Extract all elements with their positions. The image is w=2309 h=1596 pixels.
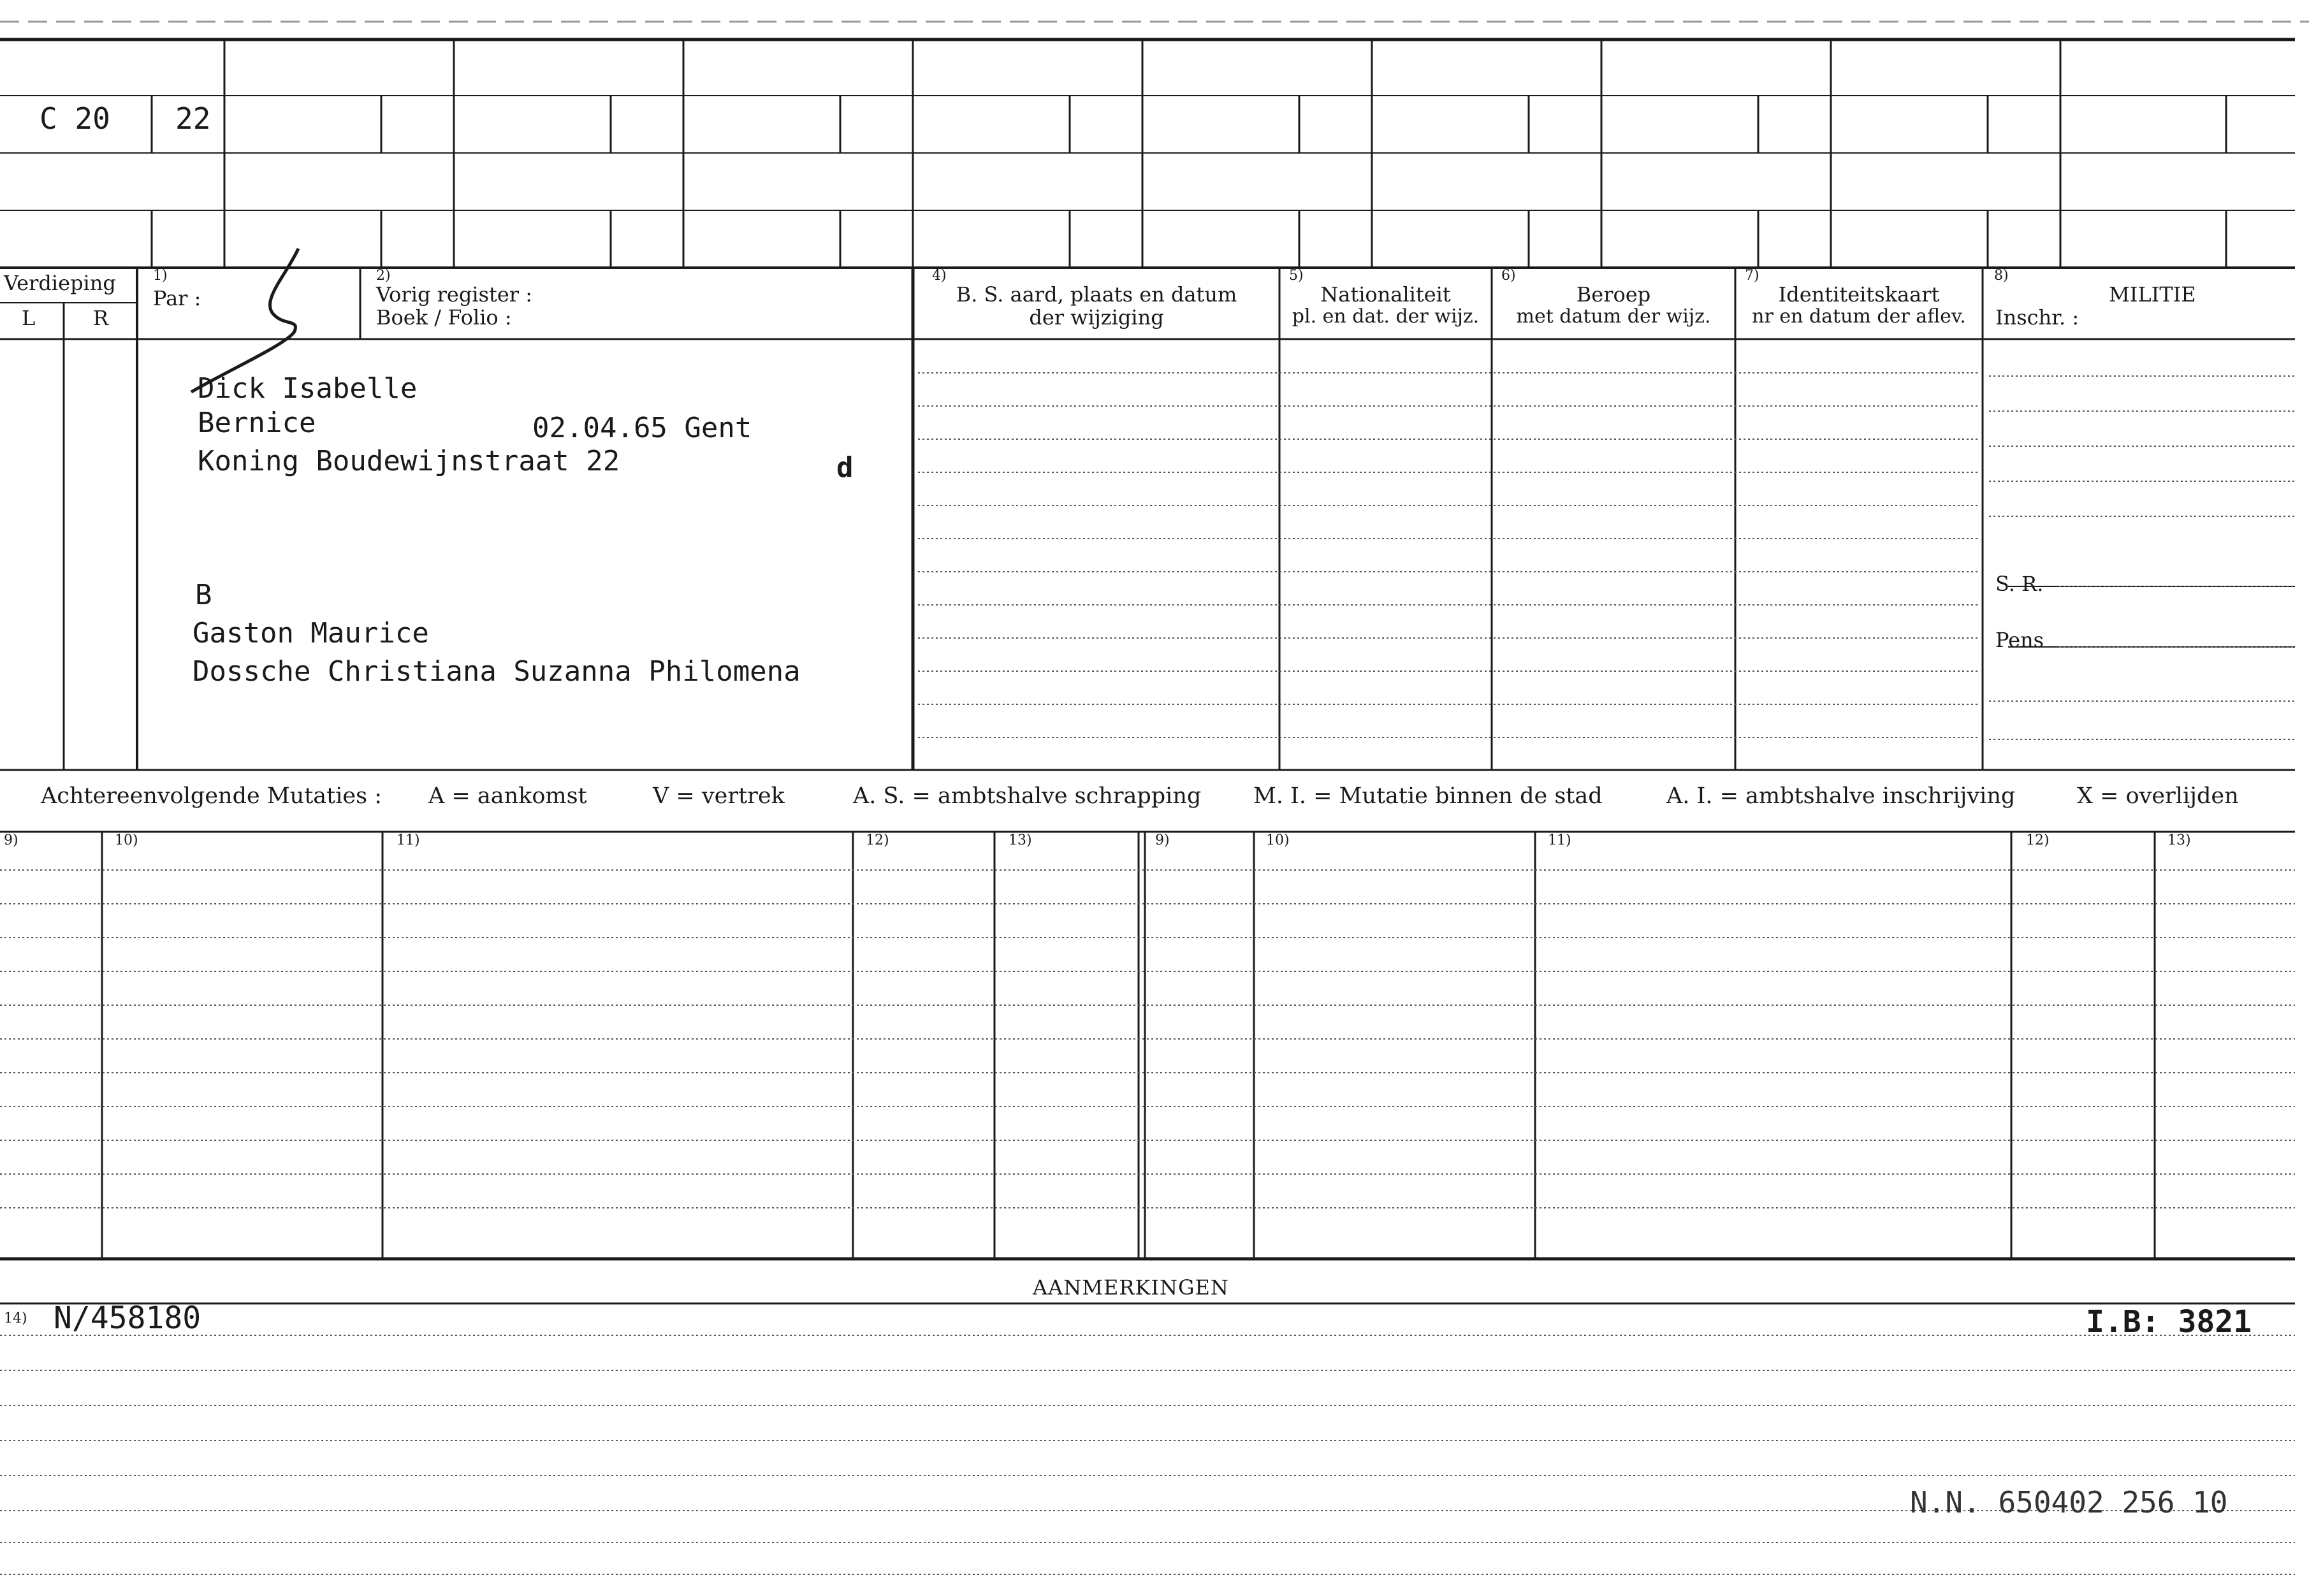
legend-aankomst: A = aankomst	[428, 783, 587, 809]
field-2-number: 2)	[376, 268, 391, 284]
register-code: C 20	[40, 101, 110, 136]
bs-header-line2: der wijziging	[1029, 305, 1164, 330]
mutation-col-10: 10)	[1266, 832, 1290, 848]
militie-title: MILITIE	[2109, 282, 2196, 307]
mutation-col-9: 9)	[4, 832, 18, 848]
verdieping-right-label: R	[93, 306, 109, 330]
identiteitskaart-header-line1: Identiteitskaart	[1778, 282, 1940, 307]
field-6-number: 6)	[1501, 268, 1516, 284]
nationaliteit-header-line1: Nationaliteit	[1320, 282, 1451, 307]
legend-schrapping: A. S. = ambtshalve schrapping	[853, 783, 1202, 809]
mutation-col-13: 13)	[2167, 832, 2191, 848]
field-8-number: 8)	[1994, 268, 2009, 284]
bs-header-line1: B. S. aard, plaats en datum	[956, 282, 1237, 307]
person-birth: 02.04.65 Gent	[532, 412, 752, 444]
person-address: Koning Boudewijnstraat 22	[198, 445, 620, 477]
beroep-header-line2: met datum der wijz.	[1516, 305, 1711, 328]
person-name: Dick Isabelle	[198, 372, 418, 405]
register-number: 22	[175, 101, 211, 136]
legend-overlijden: X = overlijden	[2077, 783, 2239, 809]
mutations-label: Achtereenvolgende Mutaties :	[41, 783, 382, 809]
remarks-field-number: 14)	[4, 1310, 27, 1326]
field-1-number: 1)	[153, 268, 168, 284]
legend-mutatie-stad: M. I. = Mutatie binnen de stad	[1253, 783, 1603, 809]
beroep-header-line1: Beroep	[1576, 282, 1651, 307]
person-marker-b: B	[195, 579, 212, 611]
verdieping-left-label: L	[22, 306, 36, 330]
sr-label: S. R.	[1995, 572, 2044, 596]
legend-vertrek: V = vertrek	[653, 783, 785, 809]
person-marker-d: d	[836, 451, 854, 484]
par-label: Par :	[153, 286, 201, 310]
person-middle-name: Bernice	[198, 407, 316, 439]
national-register-code: N/458180	[54, 1300, 201, 1336]
vorig-register-label: Vorig register :	[376, 282, 533, 307]
mutation-col-9: 9)	[1155, 832, 1170, 848]
mutation-col-13: 13)	[1009, 832, 1032, 848]
person-mother: Dossche Christiana Suzanna Philomena	[193, 655, 801, 688]
legend-inschrijving: A. I. = ambtshalve inschrijving	[1666, 783, 2016, 809]
field-4-number: 4)	[932, 268, 947, 284]
mutation-col-10: 10)	[115, 832, 138, 848]
national-number: N.N. 650402 256 10	[1910, 1485, 2228, 1520]
boek-folio-label: Boek / Folio :	[376, 305, 512, 330]
identiteitskaart-header-line2: nr en datum der aflev.	[1752, 305, 1966, 328]
field-7-number: 7)	[1745, 268, 1759, 284]
person-father: Gaston Maurice	[193, 617, 429, 649]
mutation-col-11: 11)	[397, 832, 420, 848]
mutation-col-11: 11)	[1548, 832, 1571, 848]
mutation-col-12: 12)	[866, 832, 889, 848]
field-5-number: 5)	[1289, 268, 1304, 284]
inschr-label: Inschr. :	[1995, 305, 2080, 330]
pens-label: Pens	[1995, 628, 2044, 652]
remarks-title: AANMERKINGEN	[1033, 1275, 1229, 1300]
verdieping-label: Verdieping	[4, 271, 116, 295]
mutation-col-12: 12)	[2026, 832, 2050, 848]
ib-number: I.B: 3821	[2086, 1304, 2252, 1340]
nationaliteit-header-line2: pl. en dat. der wijz.	[1292, 305, 1480, 328]
